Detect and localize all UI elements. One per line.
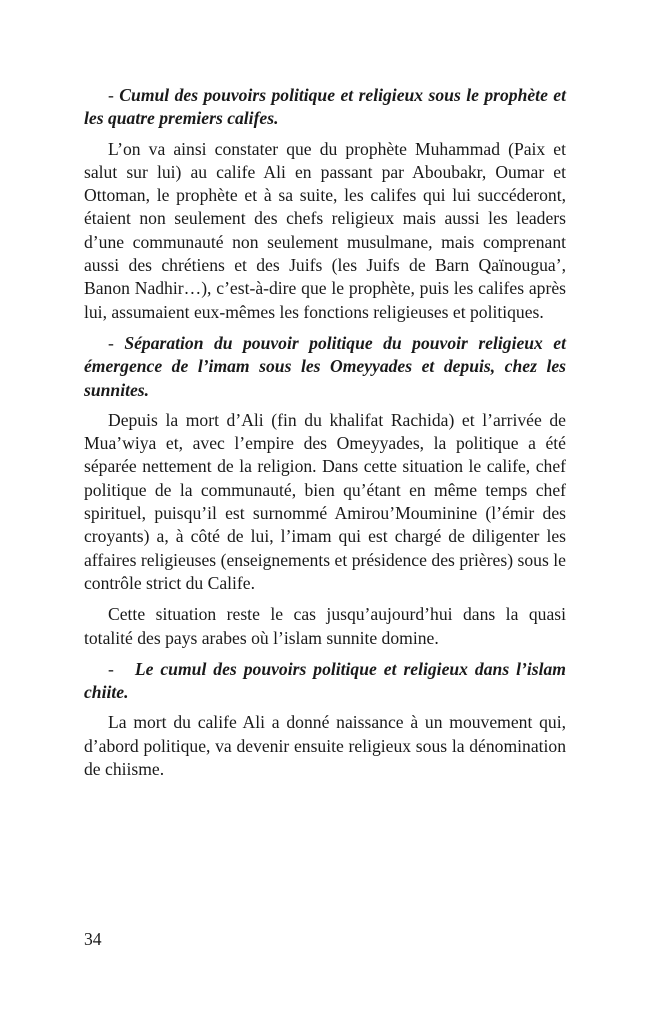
paragraph: Cette situation reste le cas jusqu’aujourd’hui dans la quasi totalité des pays arabes où l’islam sunnite domine. — [84, 604, 566, 648]
heading-dash: - — [108, 85, 114, 105]
paragraph: Depuis la mort d’Ali (fin du khalifat Rachida) et l’arrivée de Mua’wiya et, avec l’empire des Omeyyades, la politique a été séparée nettement de la religion. Dans cette situation le calife, chef politique de la communauté, bien qu’étant en même temps chef spirituel, puisqu’il est surnommé Amirou’Mouminine (l’émir des croyants) a, à côté de lui, l’imam qui est chargé de diligenter les affaires religieuses (enseignements et présidence des prières) sous le contrôle strict du Calife. — [84, 409, 566, 593]
heading-dash: - — [108, 332, 114, 353]
page-number: 34 — [84, 929, 102, 949]
heading-text: Séparation du pouvoir politique du pouvoir religieux et émergence de l’imam sous les Omeyyades et depuis, chez les sunnites. — [84, 332, 566, 400]
page-body — [84, 84, 566, 789]
section-heading-2 — [84, 332, 566, 402]
heading-dash: - — [108, 658, 114, 679]
paragraph: L’on va ainsi constater que du prophète Muhammad (Paix et salut sur lui) au calife Ali en passant par Aboubakr, Oumar et Ottoman, le prophète et à sa suite, les califes qui lui succéderont, étaient non seulement des chefs religieux mais aussi les leaders d’une communauté non seulement musulmane, mais comprenant aussi des chrétiens et des Juifs (les Juifs de Barn Qaïnougua’, Banon Nadhir…), c’est-à-dire que le prophète, puis les califes après lui, assumaient eux-mêmes les fonctions religieuses et politiques. — [84, 138, 566, 322]
section-heading-3 — [84, 658, 566, 705]
heading-text: Cumul des pouvoirs politique et religieux sous le prophète et les quatre premiers califes. — [84, 85, 566, 129]
paragraph: La mort du calife Ali a donné naissance à un mouvement qui, d’abord politique, va devenir ensuite religieux sous la dénomination de chiisme. — [84, 712, 566, 780]
section-heading-1 — [84, 84, 566, 131]
heading-text: Le cumul des pouvoirs politique et religieux dans l’islam chiite. — [84, 658, 566, 703]
